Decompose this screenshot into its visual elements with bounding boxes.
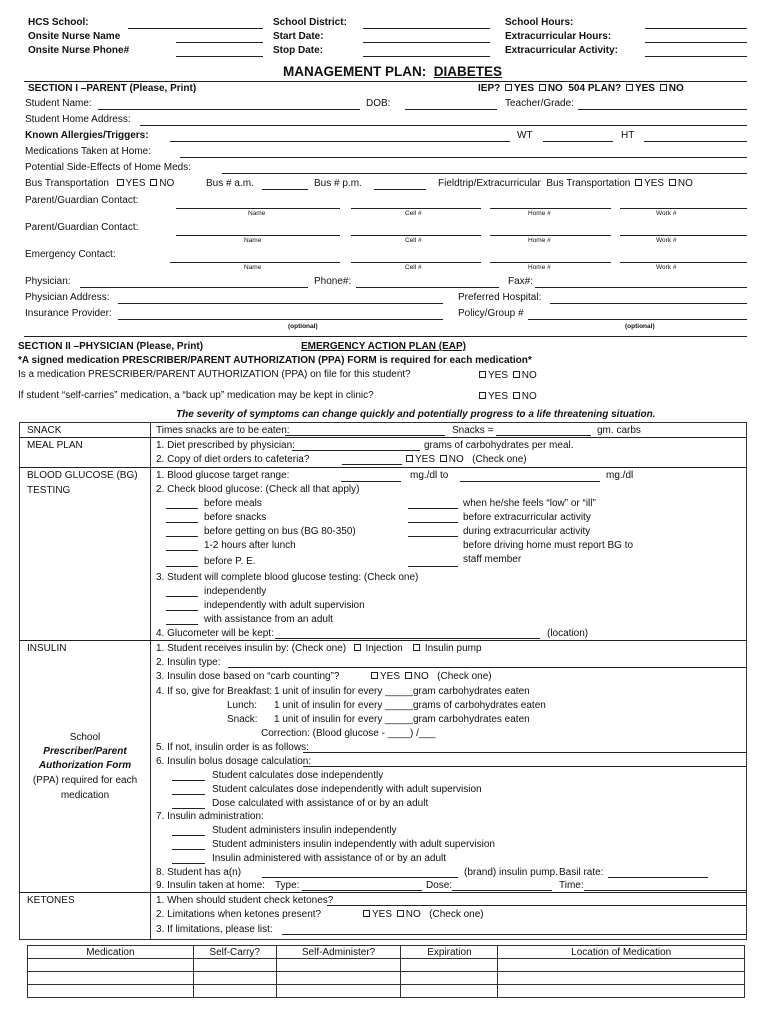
- guardian2-work-field[interactable]: [620, 235, 747, 236]
- ketones-list-label: 3. If limitations, please list:: [156, 924, 273, 935]
- col-work-caption: Work #: [656, 210, 677, 217]
- carb-counting-label: 3. Insulin dose based on “carb counting”?: [156, 671, 340, 682]
- ketones-yes-checkbox[interactable]: [363, 910, 370, 917]
- table-cell[interactable]: [401, 972, 498, 985]
- side-effects-field[interactable]: [222, 173, 747, 174]
- snacks-eq-label: Snacks =: [452, 425, 494, 436]
- before-snacks-field[interactable]: [166, 522, 198, 523]
- teacher-grade-field[interactable]: [578, 109, 747, 110]
- snack-times-label: Times snacks are to be eaten:: [156, 425, 290, 436]
- table-cell[interactable]: [28, 985, 194, 998]
- before-extra-field[interactable]: [408, 522, 458, 523]
- guardian2-name-field[interactable]: [176, 235, 340, 236]
- guardian2-label: Parent/Guardian Contact:: [25, 222, 139, 233]
- bolus-calc-label: 6. Insulin bolus dosage calculation:: [156, 756, 312, 767]
- insulin-home-time-field[interactable]: [584, 890, 747, 891]
- grid-row-divider: [19, 437, 747, 438]
- guardian1-label: Parent/Guardian Contact:: [25, 195, 139, 206]
- brand-pump-label: (brand) insulin pump.: [464, 867, 558, 878]
- insulin-receives-label: 1. Student receives insulin by: (Check one) Injection Insulin pump: [156, 643, 482, 654]
- admin-indep-field[interactable]: [172, 835, 205, 836]
- bus-pm-label: Bus # p.m.: [314, 178, 362, 189]
- insulin-label: INSULIN: [27, 643, 67, 654]
- breakfast-units: 1 unit of insulin for every _____gram carbohydrates eaten: [274, 686, 530, 697]
- student-has-label: 8. Student has a(n): [156, 867, 242, 878]
- ppa-required-note: *A signed medication PRESCRIBER/PARENT AUTHORIZATION (PPA) FORM is required for each medication*: [18, 355, 532, 366]
- iep-yes-checkbox[interactable]: [505, 84, 512, 91]
- medication-header: Medication: [28, 946, 194, 959]
- basil-rate-field[interactable]: [608, 877, 708, 878]
- ppa-form-label-1: Prescriber/Parent: [43, 746, 127, 757]
- hcs-school-field[interactable]: [128, 28, 263, 29]
- correction-label: Correction: (Blood glucose - ____) /___: [261, 728, 436, 739]
- feels-low-field[interactable]: [408, 508, 458, 509]
- section-divider: [24, 81, 747, 82]
- onsite-nurse-phone-label: Onsite Nurse Phone#: [28, 45, 130, 56]
- table-row: [28, 985, 745, 998]
- insulin-home-label: 9. Insulin taken at home:: [156, 880, 265, 891]
- after-lunch-label: 1-2 hours after lunch: [204, 540, 296, 551]
- before-bus-label: before getting on bus (BG 80-350): [204, 526, 356, 537]
- wt-field[interactable]: [543, 141, 613, 142]
- backup-yes-checkbox[interactable]: [479, 392, 486, 399]
- grid-row-divider: [19, 467, 747, 468]
- onsite-nurse-phone-field[interactable]: [176, 56, 263, 57]
- self-carries-options: YES NO: [477, 391, 537, 403]
- plan504-yes-checkbox[interactable]: [626, 84, 633, 91]
- snack-units: 1 unit of insulin for every _____gram carbohydrates eaten: [274, 714, 530, 725]
- ketones-no-checkbox[interactable]: [397, 910, 404, 917]
- allergies-field[interactable]: [170, 141, 510, 142]
- policy-field[interactable]: [528, 319, 747, 320]
- col-name-caption: Name: [248, 210, 266, 217]
- school-hours-label: School Hours:: [505, 17, 574, 28]
- grams-per-meal-label: grams of carbohydrates per meal.: [424, 440, 574, 451]
- before-bus-field[interactable]: [166, 536, 198, 537]
- carb-counting-options: YES NO (Check one): [369, 671, 492, 683]
- meds-home-field[interactable]: [180, 157, 747, 158]
- calc-super-label: Student calculates dose independently with adult supervision: [212, 784, 482, 795]
- insulin-pump-checkbox[interactable]: [413, 644, 420, 651]
- basil-rate-label: Basil rate:: [559, 867, 604, 878]
- admin-super-label: Student administers insulin independently with adult supervision: [212, 839, 495, 850]
- ppa-yes-checkbox[interactable]: [479, 371, 486, 378]
- insulin-home-type-label: Type:: [275, 880, 300, 891]
- page-title: MANAGEMENT PLAN: DIABETES: [283, 64, 503, 79]
- grid-row-divider: [19, 640, 747, 641]
- bg-target-label: 1. Blood glucose target range:: [156, 470, 290, 481]
- table-cell[interactable]: [401, 959, 498, 972]
- guardian1-name-field[interactable]: [176, 208, 340, 209]
- insulin-order-field[interactable]: [303, 752, 747, 753]
- physician-address-label: Physician Address:: [25, 292, 110, 303]
- lunch-units: 1 unit of insulin for every _____grams of carbohydrates eaten: [274, 700, 546, 711]
- start-date-field[interactable]: [363, 42, 490, 43]
- table-cell[interactable]: [401, 985, 498, 998]
- self-administer-header: Self-Administer?: [276, 946, 401, 959]
- section1-heading: SECTION I –PARENT (Please, Print): [28, 83, 197, 94]
- table-cell[interactable]: [193, 985, 276, 998]
- cafeteria-field[interactable]: [342, 464, 402, 465]
- bg-supervision-field[interactable]: [166, 610, 198, 611]
- ketones-when-label: 1. When should student check ketones?: [156, 895, 334, 906]
- grid-column-divider: [150, 422, 151, 940]
- before-snacks-label: before snacks: [204, 512, 267, 523]
- meal-plan-label: MEAL PLAN: [27, 440, 83, 451]
- table-cell[interactable]: [276, 959, 401, 972]
- self-carries-question: If student “self-carries” medication, a “back up” medication may be kept in clinic?: [18, 390, 374, 401]
- insulin-home-time-label: Time:: [559, 880, 584, 891]
- breakfast-label: 4. If so, give for Breakfast:: [156, 686, 273, 697]
- allergies-label: Known Allergies/Triggers:: [25, 130, 149, 141]
- carb-no-checkbox[interactable]: [405, 672, 412, 679]
- fax-label: Fax#:: [508, 276, 534, 287]
- col-work-caption: Work #: [656, 264, 677, 271]
- ht-field[interactable]: [644, 141, 747, 142]
- snack-times-field[interactable]: [285, 435, 445, 436]
- ppa-form-label-2: Authorization Form: [38, 760, 132, 771]
- guardian2-cell-field[interactable]: [351, 235, 481, 236]
- after-lunch-field[interactable]: [166, 550, 198, 551]
- bg-supervision-label: independently with adult supervision: [204, 600, 365, 611]
- admin-assist-label: Insulin administered with assistance of or by an adult: [212, 853, 447, 864]
- bg-assist-field[interactable]: [166, 624, 198, 625]
- physician-field[interactable]: [80, 287, 308, 288]
- location-header: Location of Medication: [498, 946, 745, 959]
- fieldtrip-bus-yes-checkbox[interactable]: [635, 179, 642, 186]
- preferred-hospital-label: Preferred Hospital:: [458, 292, 542, 303]
- snack-label: SNACK: [27, 425, 62, 436]
- home-address-label: Student Home Address:: [25, 114, 131, 125]
- emergency-name-field[interactable]: [170, 262, 340, 263]
- home-address-field[interactable]: [140, 125, 747, 126]
- fax-field[interactable]: [535, 287, 747, 288]
- diet-field[interactable]: [292, 450, 420, 451]
- bg-label: BLOOD GLUCOSE (BG): [27, 470, 138, 481]
- emergency-contact-label: Emergency Contact:: [25, 249, 116, 260]
- feels-low-label: when he/she feels “low” or “ill”: [463, 498, 596, 509]
- snack-carbs-field[interactable]: [496, 435, 591, 436]
- insulin-home-dose-field[interactable]: [452, 890, 552, 891]
- location-caption: (location): [547, 628, 589, 639]
- pump-brand-field[interactable]: [262, 877, 458, 878]
- table-cell[interactable]: [193, 959, 276, 972]
- bg-complete-label: 3. Student will complete blood glucose testing: (Check one): [156, 572, 419, 583]
- student-name-field[interactable]: [98, 109, 360, 110]
- table-cell[interactable]: [498, 972, 745, 985]
- phone-label: Phone#:: [314, 276, 352, 287]
- start-date-label: Start Date:: [273, 31, 324, 42]
- meal-copy-label: 2. Copy of diet orders to cafeteria?: [156, 454, 310, 465]
- guardian1-work-field[interactable]: [620, 208, 747, 209]
- stop-date-field[interactable]: [363, 56, 490, 57]
- admin-assist-field[interactable]: [172, 863, 205, 864]
- optional-caption: (optional): [625, 323, 655, 330]
- bus-am-label: Bus # a.m.: [206, 178, 254, 189]
- during-extra-label: during extracurricular activity: [463, 526, 591, 537]
- wt-label: WT: [517, 130, 533, 141]
- before-meals-label: before meals: [204, 498, 262, 509]
- side-effects-label: Potential Side-Effects of Home Meds:: [25, 162, 192, 173]
- bus-am-field[interactable]: [262, 189, 308, 190]
- lunch-label: Lunch:: [227, 700, 258, 711]
- fieldtrip-bus-no-checkbox[interactable]: [669, 179, 676, 186]
- ketones-limitations-options: YES NO (Check one): [361, 909, 484, 921]
- calc-assist-field[interactable]: [172, 808, 205, 809]
- col-cell-caption: Cell #: [405, 237, 422, 244]
- bg-assist-label: with assistance from an adult: [204, 614, 333, 625]
- col-cell-caption: Cell #: [405, 210, 422, 217]
- bg-target-low-field[interactable]: [341, 481, 401, 482]
- gm-carbs-label: gm. carbs: [597, 425, 641, 436]
- bus-transport-label: Bus Transportation YES NO: [25, 178, 175, 189]
- guardian1-home-field[interactable]: [490, 208, 611, 209]
- cafeteria-no-checkbox[interactable]: [440, 455, 447, 462]
- table-cell[interactable]: [28, 959, 194, 972]
- hcs-school-label: HCS School:: [28, 17, 89, 28]
- onsite-nurse-name-label: Onsite Nurse Name: [28, 31, 121, 42]
- preferred-hospital-field[interactable]: [550, 303, 747, 304]
- backup-no-checkbox[interactable]: [513, 392, 520, 399]
- calc-super-field[interactable]: [172, 794, 205, 795]
- section2-heading: SECTION II –PHYSICIAN (Please, Print): [18, 341, 204, 352]
- col-work-caption: Work #: [656, 237, 677, 244]
- emergency-work-field[interactable]: [620, 262, 747, 263]
- meal-diet-label: 1. Diet prescribed by physician:: [156, 440, 295, 451]
- optional-caption: (optional): [288, 323, 318, 330]
- dob-label: DOB:: [366, 98, 391, 109]
- col-home-caption: Home #: [528, 210, 551, 217]
- school-district-label: School District:: [273, 17, 347, 28]
- ppa-school-label: School: [69, 732, 101, 743]
- table-cell[interactable]: [276, 985, 401, 998]
- col-home-caption: Home #: [528, 237, 551, 244]
- plan504-no-checkbox[interactable]: [660, 84, 667, 91]
- school-district-field[interactable]: [363, 28, 490, 29]
- policy-label: Policy/Group #: [458, 308, 524, 319]
- table-cell[interactable]: [498, 959, 745, 972]
- admin-super-field[interactable]: [172, 849, 205, 850]
- bus-yes-checkbox[interactable]: [117, 179, 124, 186]
- ketones-list-field[interactable]: [282, 934, 747, 935]
- bus-no-checkbox[interactable]: [150, 179, 157, 186]
- onsite-nurse-name-field[interactable]: [176, 42, 263, 43]
- extracurricular-activity-label: Extracurricular Activity:: [505, 45, 619, 56]
- eap-heading: EMERGENCY ACTION PLAN (EAP): [301, 341, 467, 352]
- insulin-type-label: 2. Insulin type:: [156, 657, 221, 668]
- insulin-admin-label: 7. Insulin administration:: [156, 811, 264, 822]
- insulin-order-label: 5. If not, insulin order is as follows:: [156, 742, 309, 753]
- emergency-home-field[interactable]: [490, 262, 611, 263]
- admin-indep-label: Student administers insulin independently: [212, 825, 397, 836]
- calc-assist-label: Dose calculated with assistance of or by an adult: [212, 798, 429, 809]
- ppa-on-file-question: Is a medication PRESCRIBER/PARENT AUTHORIZATION (PPA) on file for this student?: [18, 369, 411, 380]
- carb-yes-checkbox[interactable]: [371, 672, 378, 679]
- extracurricular-hours-label: Extracurricular Hours:: [505, 31, 612, 42]
- table-row: [28, 972, 745, 985]
- phone-field[interactable]: [356, 287, 499, 288]
- ppa-form-label-3: (PPA) required for each: [32, 775, 138, 786]
- cafeteria-yes-checkbox[interactable]: [406, 455, 413, 462]
- insurance-label: Insurance Provider:: [25, 308, 112, 319]
- iep-question: IEP? YES NO 504 PLAN? YES NO: [478, 83, 684, 94]
- ppa-on-file-options: YES NO: [477, 370, 537, 382]
- before-driving-label: before driving home must report BG to: [463, 540, 634, 551]
- calc-indep-field[interactable]: [172, 780, 205, 781]
- mgdl-to-label: mg./dl to: [410, 470, 449, 481]
- bg-label-testing: TESTING: [27, 485, 71, 496]
- before-pe-field[interactable]: [166, 566, 198, 567]
- before-extra-label: before extracurricular activity: [463, 512, 591, 523]
- guardian1-cell-field[interactable]: [351, 208, 481, 209]
- col-cell-caption: Cell #: [405, 264, 422, 271]
- table-cell[interactable]: [193, 972, 276, 985]
- before-meals-field[interactable]: [166, 508, 198, 509]
- emergency-cell-field[interactable]: [351, 262, 481, 263]
- insulin-home-type-field[interactable]: [302, 890, 422, 891]
- teacher-grade-label: Teacher/Grade:: [505, 98, 574, 109]
- bg-target-high-field[interactable]: [460, 481, 600, 482]
- staff-member-label: staff member: [463, 554, 522, 565]
- ppa-no-checkbox[interactable]: [513, 371, 520, 378]
- expiration-header: Expiration: [401, 946, 498, 959]
- meds-home-label: Medications Taken at Home:: [25, 146, 151, 157]
- ppa-form-label-4: medication: [60, 790, 110, 801]
- cafeteria-options: YES NO (Check one): [404, 454, 527, 466]
- injection-checkbox[interactable]: [354, 644, 361, 651]
- fieldtrip-label: Fieldtrip/Extracurricular Bus Transportation YES NO: [438, 178, 693, 189]
- severity-warning: The severity of symptoms can change quickly and potentially progress to a life threatening situation.: [176, 409, 656, 420]
- bg-independently-field[interactable]: [166, 596, 198, 597]
- ketones-label: KETONES: [27, 895, 75, 906]
- section-divider: [24, 336, 747, 337]
- glucometer-label: 4. Glucometer will be kept:: [156, 628, 274, 639]
- physician-label: Physician:: [25, 276, 71, 287]
- iep-no-checkbox[interactable]: [539, 84, 546, 91]
- during-extra-field[interactable]: [408, 536, 458, 537]
- bus-pm-field[interactable]: [374, 189, 426, 190]
- mgdl-label: mg./dl: [606, 470, 634, 481]
- before-pe-label: before P. E.: [204, 556, 256, 567]
- calc-indep-label: Student calculates dose independently: [212, 770, 384, 781]
- ketones-when-field[interactable]: [327, 905, 747, 906]
- medication-table-header: [28, 946, 745, 959]
- table-row: [28, 959, 745, 972]
- insulin-type-field[interactable]: [228, 667, 747, 668]
- snack-insulin-label: Snack:: [227, 714, 258, 725]
- table-cell[interactable]: [276, 972, 401, 985]
- table-cell[interactable]: [28, 972, 194, 985]
- table-cell[interactable]: [498, 985, 745, 998]
- dob-field[interactable]: [405, 109, 497, 110]
- bg-check-label: 2. Check blood glucose: (Check all that apply): [156, 484, 360, 495]
- insurance-field[interactable]: [118, 319, 443, 320]
- extracurricular-hours-field[interactable]: [645, 42, 747, 43]
- student-name-label: Student Name:: [25, 98, 92, 109]
- guardian2-home-field[interactable]: [490, 235, 611, 236]
- staff-member-field[interactable]: [408, 566, 458, 567]
- col-home-caption: Home #: [528, 264, 551, 271]
- ketones-limitations-label: 2. Limitations when ketones present?: [156, 909, 322, 920]
- stop-date-label: Stop Date:: [273, 45, 323, 56]
- col-name-caption: Name: [244, 264, 262, 271]
- self-carry-header: Self-Carry?: [193, 946, 276, 959]
- physician-address-field[interactable]: [118, 303, 443, 304]
- glucometer-location-field[interactable]: [275, 638, 540, 639]
- medication-table: [27, 945, 745, 998]
- ht-label: HT: [621, 130, 635, 141]
- bg-independently-label: independently: [204, 586, 267, 597]
- insulin-home-dose-label: Dose:: [426, 880, 453, 891]
- extracurricular-activity-field[interactable]: [645, 56, 747, 57]
- col-name-caption: Name: [244, 237, 262, 244]
- grid-row-divider: [19, 892, 747, 893]
- school-hours-field[interactable]: [645, 28, 747, 29]
- bolus-calc-field[interactable]: [303, 766, 747, 767]
